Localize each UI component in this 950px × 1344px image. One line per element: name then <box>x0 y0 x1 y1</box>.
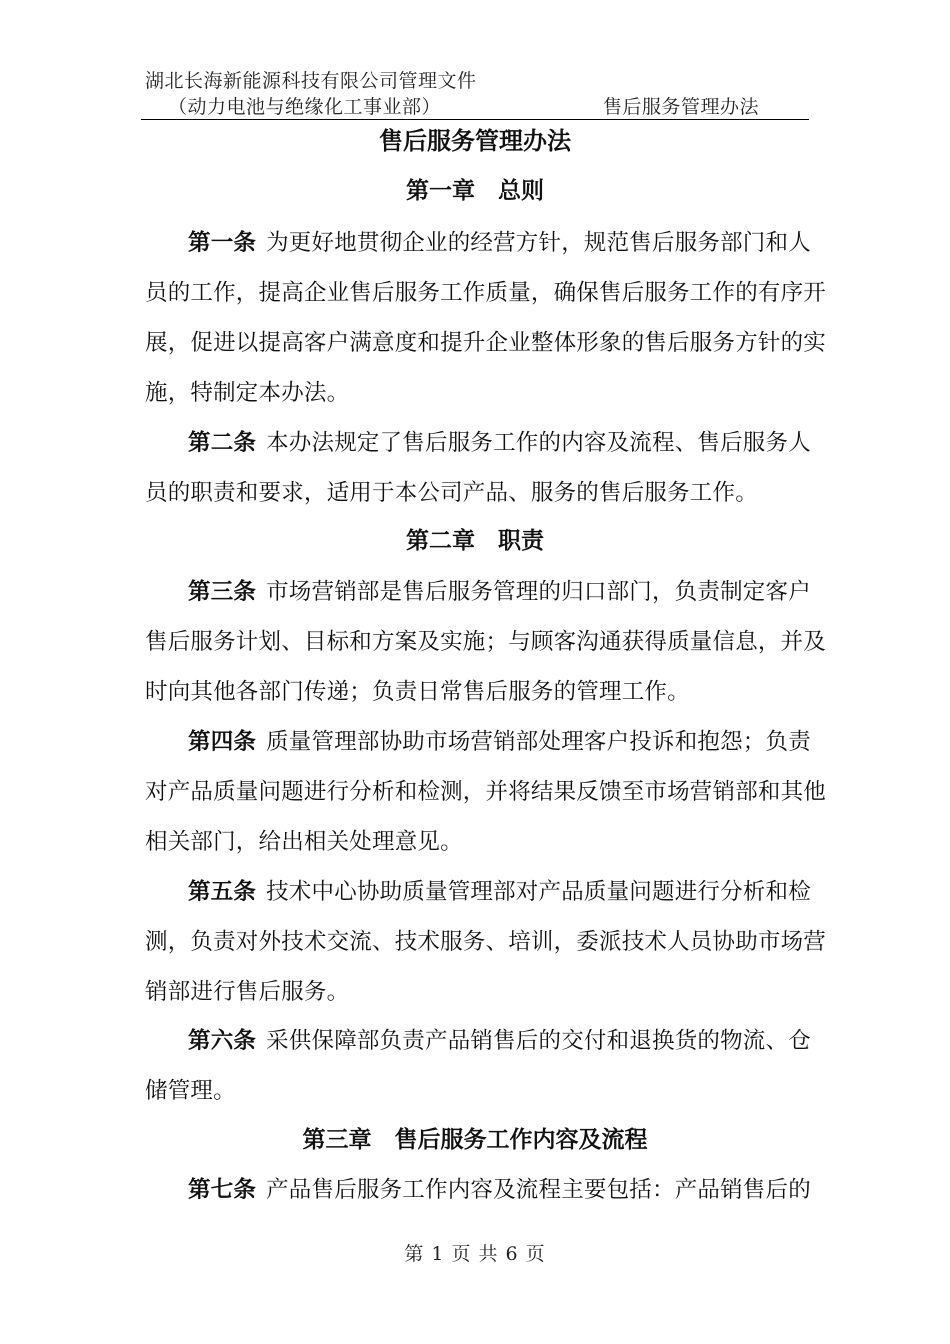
article-7-label: 第七条 <box>188 1177 257 1203</box>
header-company: 湖北长海新能源科技有限公司管理文件 <box>145 70 477 92</box>
article-1-line-4: 施，特制定本办法。 <box>145 380 350 406</box>
header-division: （动力电池与绝缘化工事业部） <box>168 96 442 118</box>
article-7-line-1 <box>188 1172 810 1204</box>
article-2-line-2: 员的职责和要求，适用于本公司产品、服务的售后服务工作。 <box>145 480 758 506</box>
article-4-line-1 <box>188 724 810 756</box>
article-1-line-1 <box>188 225 810 257</box>
page-number: 第 1 页 共 6 页 <box>404 1243 546 1265</box>
article-4-label: 第四条 <box>188 729 257 755</box>
article-6-text: 采供保障部负责产品销售后的交付和退换货的物流、仓 <box>266 1028 811 1054</box>
article-3-line-1 <box>188 574 810 606</box>
article-6-line-1 <box>188 1023 810 1055</box>
article-5-line-3: 销部进行售后服务。 <box>145 979 350 1005</box>
document-title: 售后服务管理办法 <box>379 127 571 155</box>
article-5-label: 第五条 <box>188 879 257 905</box>
header-divider <box>141 119 809 120</box>
article-1-label: 第一条 <box>188 230 257 256</box>
article-3-line-3: 时向其他各部门传递；负责日常售后服务的管理工作。 <box>145 679 690 705</box>
chapter-2-heading: 第二章 职责 <box>406 528 544 554</box>
article-5-line-1 <box>188 874 810 906</box>
article-4-line-2: 对产品质量问题进行分析和检测，并将结果反馈至市场营销部和其他 <box>145 779 827 805</box>
article-6-line-2: 储管理。 <box>145 1078 236 1104</box>
article-2-line-1 <box>188 425 810 457</box>
article-3-line-2: 售后服务计划、目标和方案及实施；与顾客沟通获得质量信息，并及 <box>145 629 827 655</box>
article-1-text: 为更好地贯彻企业的经营方针，规范售后服务部门和人 <box>266 230 811 256</box>
header-doc-name: 售后服务管理办法 <box>603 96 760 118</box>
article-6-label: 第六条 <box>188 1028 257 1054</box>
chapter-1-heading: 第一章 总则 <box>406 178 544 204</box>
article-3-label: 第三条 <box>188 579 257 605</box>
article-2-text: 本办法规定了售后服务工作的内容及流程、售后服务人 <box>266 430 811 456</box>
article-1-line-3: 展，促进以提高客户满意度和提升企业整体形象的售后服务方针的实 <box>145 330 827 356</box>
article-3-text: 市场营销部是售后服务管理的归口部门，负责制定客户 <box>266 579 811 605</box>
article-5-text: 技术中心协助质量管理部对产品质量问题进行分析和检 <box>266 879 811 905</box>
article-4-line-3: 相关部门，给出相关处理意见。 <box>145 829 463 855</box>
article-2-label: 第二条 <box>188 430 257 456</box>
article-7-text: 产品售后服务工作内容及流程主要包括：产品销售后的 <box>266 1177 811 1203</box>
article-1-line-2: 员的工作，提高企业售后服务工作质量，确保售后服务工作的有序开 <box>145 280 827 306</box>
article-5-line-2: 测，负责对外技术交流、技术服务、培训，委派技术人员协助市场营 <box>145 929 827 955</box>
article-4-text: 质量管理部协助市场营销部处理客户投诉和抱怨；负责 <box>266 729 811 755</box>
chapter-3-heading: 第三章 售后服务工作内容及流程 <box>302 1127 648 1153</box>
